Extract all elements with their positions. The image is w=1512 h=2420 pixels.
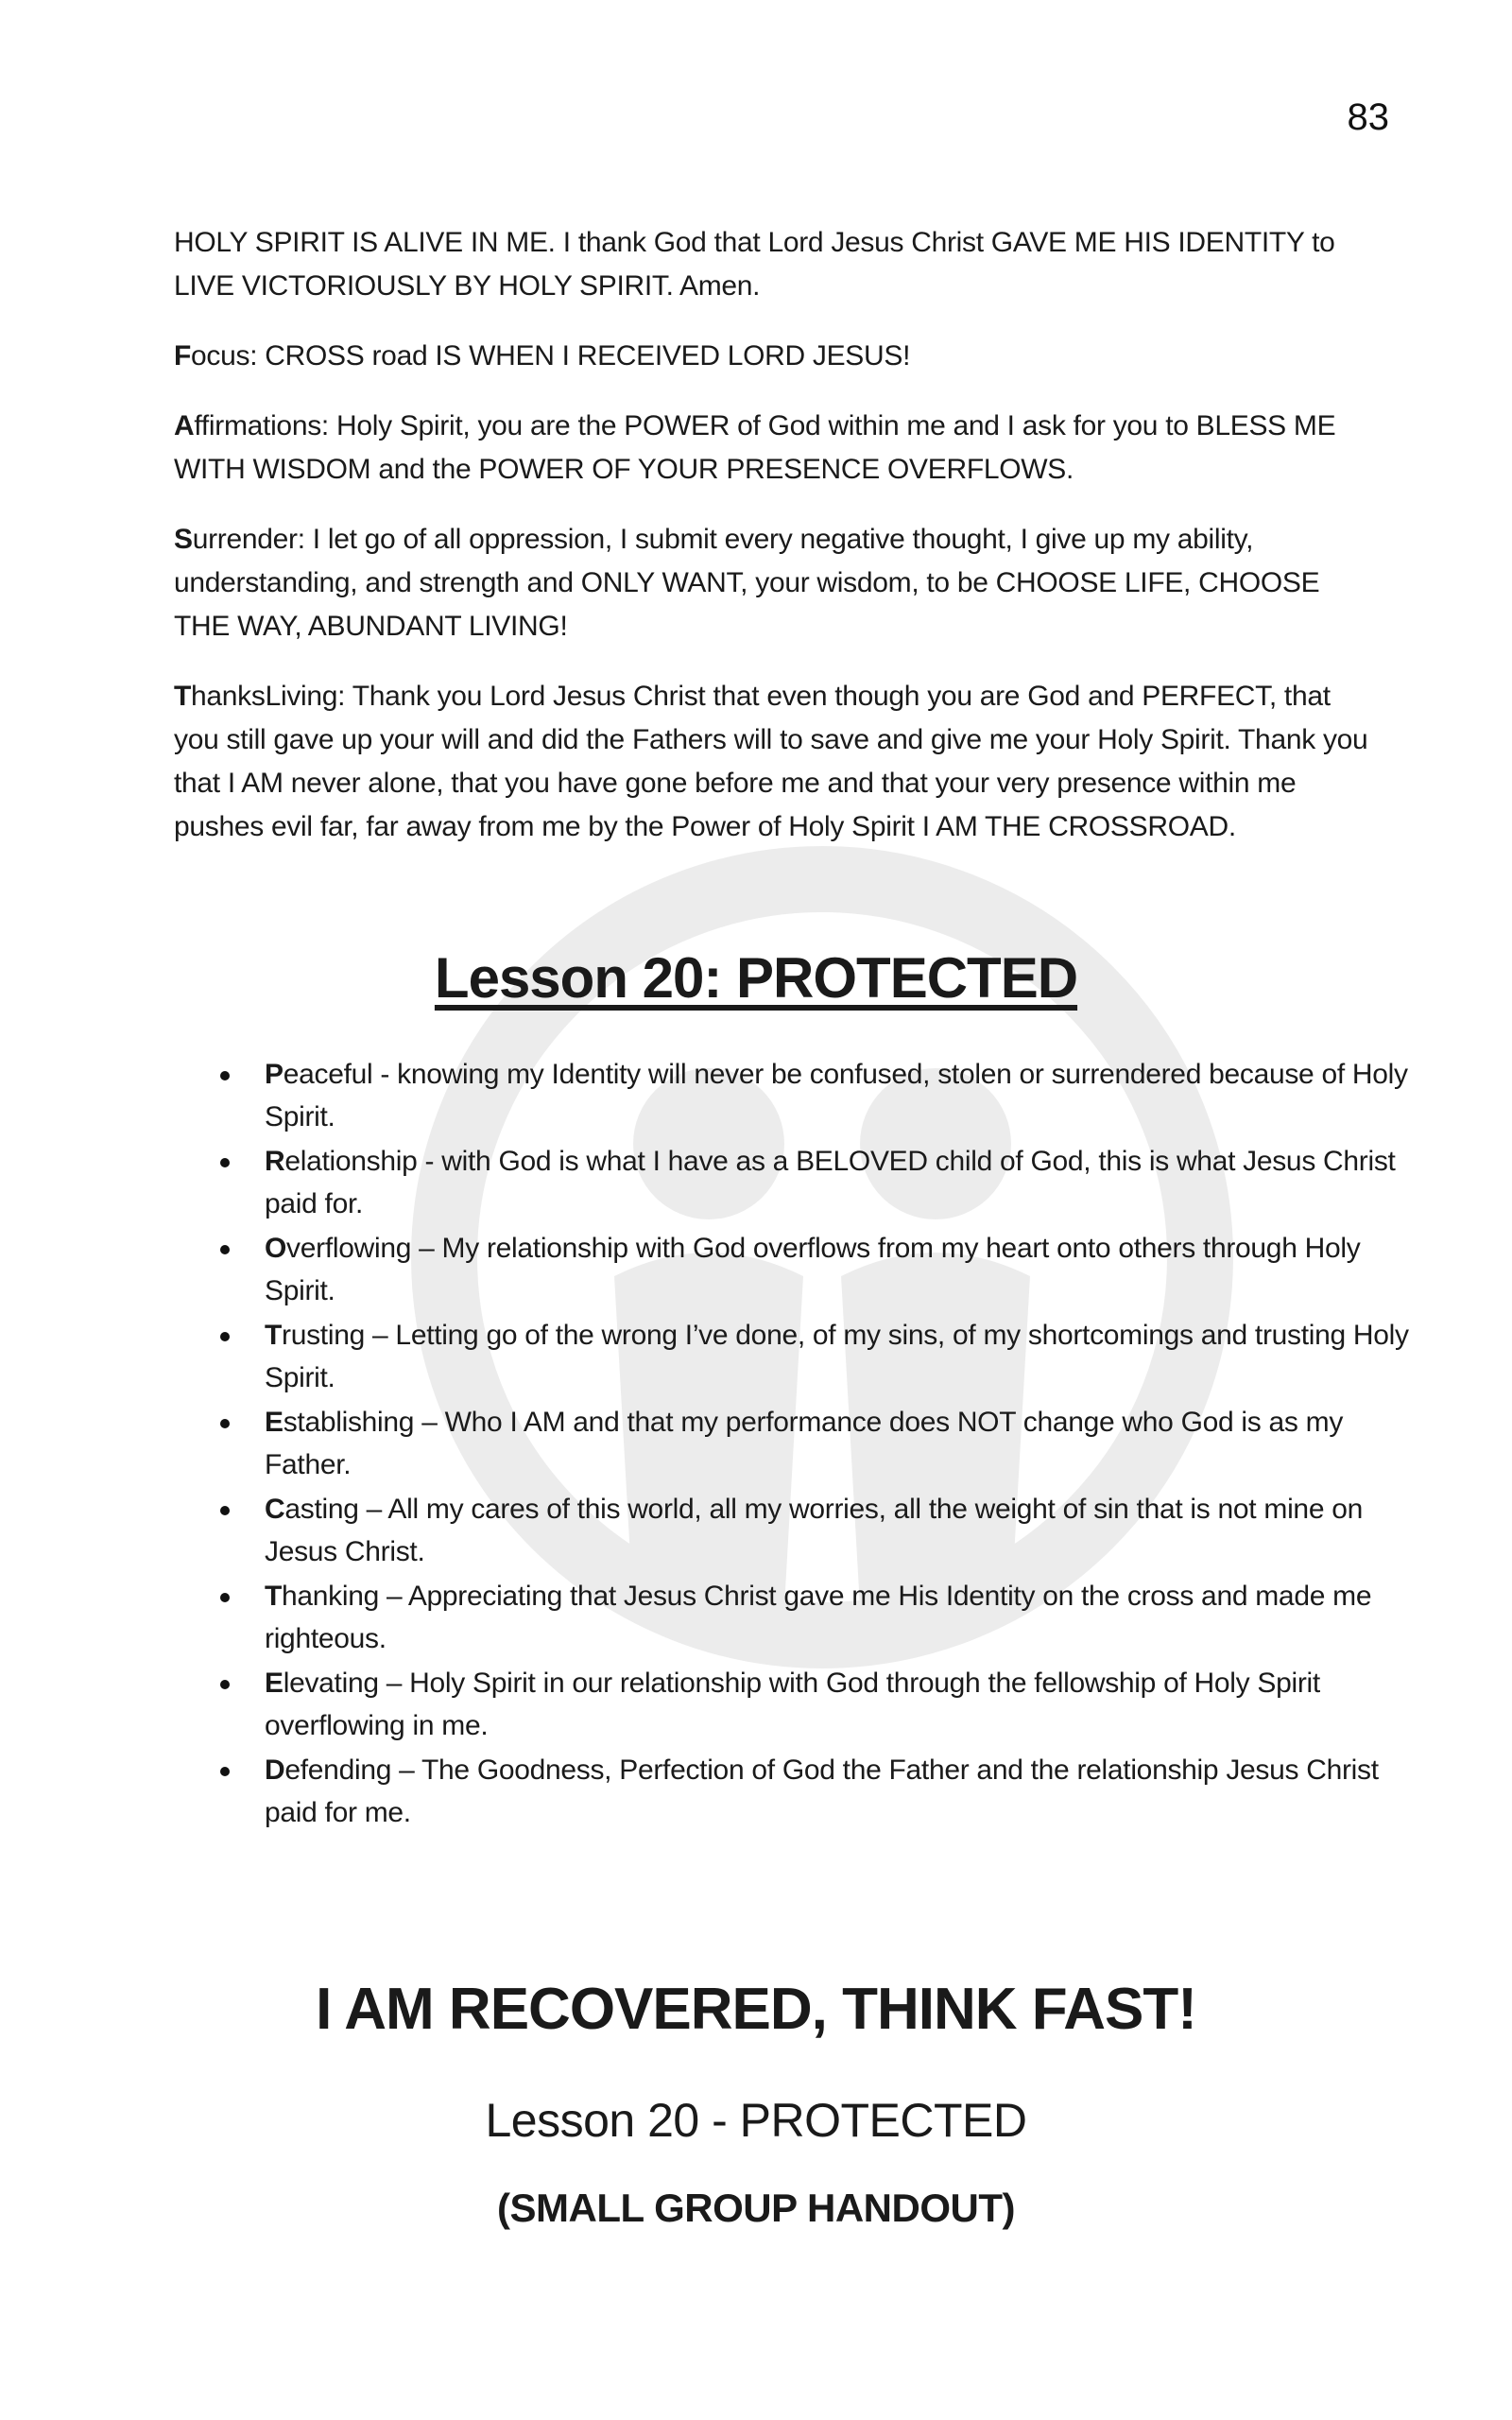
intro-section: [174, 221, 1374, 875]
lesson-heading-container: [0, 945, 1512, 1011]
handout-label: (SMALL GROUP HANDOUT): [497, 2186, 1015, 2230]
list-item-text: rusting – Letting go of the wrong I’ve done, of my sins, of my shortcomings and trusting Holy Spirit.: [265, 1320, 1409, 1393]
list-item: [265, 1488, 1427, 1573]
section-title: I AM RECOVERED, THINK FAST!: [316, 1977, 1196, 2042]
list-item: [265, 1749, 1427, 1834]
list-item: [265, 1053, 1427, 1138]
list-item-initial: E: [265, 1407, 284, 1438]
list-item-text: elationship - with God is what I have as a BELOVED child of God, this is what Jesus Christ paid for.: [265, 1146, 1396, 1219]
list-item: [265, 1140, 1427, 1225]
thanksliving-text: hanksLiving: Thank you Lord Jesus Christ that even though you are God and PERFECT, that you still gave up your will and did the Fathers will to save and give me your Holy Spirit. Thank you that I AM never alone, that you have gone before me and that your very presence within me pushes evil far, far away from me by the Power of Holy Spirit I AM THE CROSSROAD.: [174, 681, 1368, 842]
list-item-text: verflowing – My relationship with God overflows from my heart onto others through Holy Spirit.: [265, 1233, 1361, 1306]
bullet-icon: [220, 1071, 230, 1080]
list-item-initial: C: [265, 1494, 285, 1525]
list-item-text: hanking – Appreciating that Jesus Christ gave me His Identity on the cross and made me righteous.: [265, 1581, 1372, 1654]
thanksliving-initial: T: [174, 681, 192, 712]
list-item-initial: R: [265, 1146, 285, 1177]
list-item: [265, 1314, 1427, 1399]
list-item: [265, 1227, 1427, 1312]
bullet-icon: [220, 1245, 230, 1254]
list-item-initial: T: [265, 1581, 283, 1612]
list-item-text: stablishing – Who I AM and that my performance does NOT change who God is as my Father.: [265, 1407, 1344, 1480]
list-item: [265, 1662, 1427, 1747]
list-item-initial: O: [265, 1233, 287, 1264]
bullet-icon: [220, 1680, 230, 1689]
list-item-text: eaceful - knowing my Identity will never be confused, stolen or surrendered because of Holy Spirit.: [265, 1059, 1408, 1132]
focus-text: ocus: CROSS road IS WHEN I RECEIVED LORD JESUS!: [191, 340, 911, 372]
affirmations-text: ffirmations: Holy Spirit, you are the POWER of God within me and I ask for you to BLESS ME WITH WISDOM and the POWER OF YOUR PRESENCE OVERFLOWS.: [174, 410, 1336, 485]
surrender-paragraph: [174, 518, 1374, 648]
surrender-initial: S: [174, 524, 193, 555]
focus-paragraph: [174, 335, 1374, 378]
list-item-text: efending – The Goodness, Perfection of God the Father and the relationship Jesus Christ paid for me.: [265, 1754, 1379, 1828]
list-item: [265, 1575, 1427, 1660]
list-item-text: asting – All my cares of this world, all my worries, all the weight of sin that is not mine on Jesus Christ.: [265, 1494, 1364, 1567]
focus-initial: F: [174, 340, 192, 372]
bullet-icon: [220, 1767, 230, 1776]
lesson-subtitle: Lesson 20 - PROTECTED: [485, 2094, 1027, 2147]
list-item-text: levating – Holy Spirit in our relationship with God through the fellowship of Holy Spirit overflowing in me.: [265, 1668, 1320, 1741]
protected-acrostic-list: [217, 1053, 1427, 1836]
bullet-icon: [220, 1593, 230, 1602]
surrender-text: urrender: I let go of all oppression, I submit every negative thought, I give up my ability, understanding, and strength and ONLY WANT, your wisdom, to be CHOOSE LIFE, CHOOSE THE WAY, ABUNDANT LIVING!: [174, 524, 1320, 642]
affirmations-paragraph: [174, 405, 1374, 492]
thanksliving-paragraph: [174, 675, 1374, 849]
bullet-icon: [220, 1332, 230, 1341]
affirmations-initial: A: [174, 410, 195, 441]
bullet-icon: [220, 1506, 230, 1515]
list-item: [265, 1401, 1427, 1486]
lesson-heading: Lesson 20: PROTECTED: [434, 946, 1078, 1010]
list-item-initial: D: [265, 1754, 285, 1786]
closing-paragraph: HOLY SPIRIT IS ALIVE IN ME. I thank God that Lord Jesus Christ GAVE ME HIS IDENTITY to LIVE VICTORIOUSLY BY HOLY SPIRIT. Amen.: [174, 227, 1335, 302]
bullet-icon: [220, 1158, 230, 1167]
page-number: 83: [1347, 96, 1389, 138]
bullet-icon: [220, 1419, 230, 1428]
list-item-initial: P: [265, 1059, 284, 1090]
list-item-initial: T: [265, 1320, 283, 1351]
list-item-initial: E: [265, 1668, 284, 1699]
